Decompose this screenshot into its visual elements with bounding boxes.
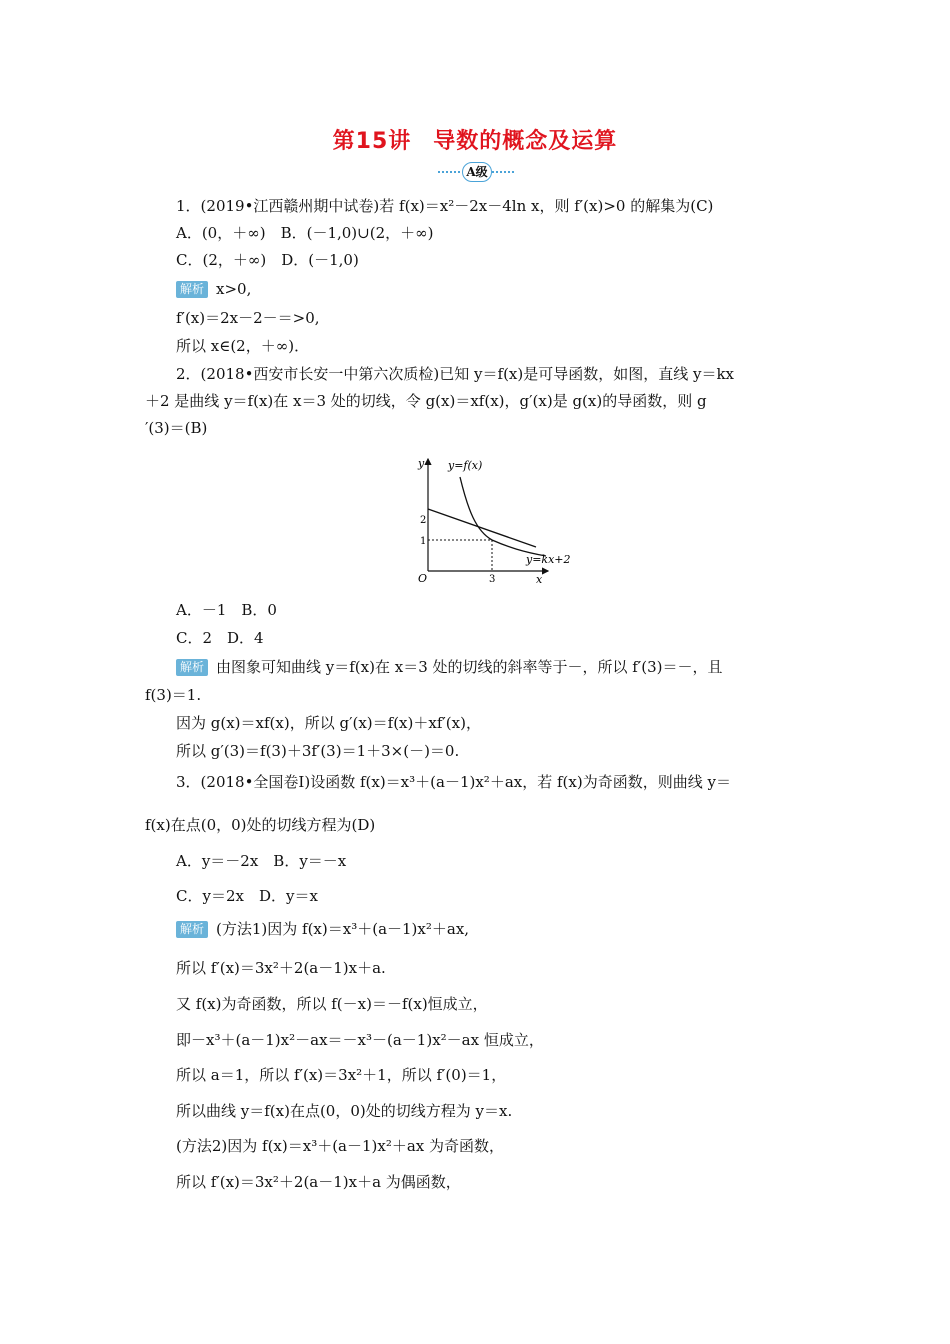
origin-label: O (418, 572, 428, 585)
problem-3-solution-line-3: 又 f(x)为奇函数，所以 f(－x)＝－f(x)恒成立， (176, 995, 488, 1013)
solution-text: x>0, (216, 280, 252, 298)
problem-3-options-cd: C．y＝2x D．y＝x (176, 887, 318, 905)
problem-2-stem-line-1: 2．(2018•西安市长安一中第六次质检)已知 y＝f(x)是可导函数，如图，直线 y＝kx (176, 365, 735, 383)
line-label: y=kx+2 (526, 553, 571, 566)
solution-text: (方法1)因为 f(x)＝x³＋(a－1)x²＋ax, (216, 920, 470, 938)
tick-x-3: 3 (489, 574, 496, 585)
level-badge (438, 161, 514, 183)
problem-1-options-cd: C．(2，＋∞) D．(－1,0) (176, 251, 359, 269)
problem-1-solution-line-2: f′(x)＝2x－2－＝>0, (176, 309, 320, 327)
problem-3-options-ab: A．y＝－2x B．y＝－x (176, 852, 347, 870)
x-axis-label: x (536, 573, 543, 586)
decorative-dots (492, 171, 514, 173)
problem-2-options-ab: A．－1 B．0 (176, 601, 277, 619)
problem-3-stem-line-1: 3．(2018•全国卷Ⅰ)设函数 f(x)＝x³＋(a－1)x²＋ax，若 f(x)为奇函数，则曲线 y＝ (176, 773, 731, 791)
function-curve (460, 477, 546, 556)
problem-3-solution-line-4: 即－x³＋(a－1)x²－ax＝－x³－(a－1)x²－ax 恒成立， (176, 1031, 544, 1049)
problem-2-stem-line-3: ′(3)＝(B) (145, 419, 208, 437)
problem-2-solution-line-1 (176, 657, 723, 677)
problem-1-solution-line-1 (176, 279, 251, 299)
problem-2-options-cd: C．2 D．4 (176, 629, 264, 647)
problem-2-solution-line-2: f(3)＝1. (145, 686, 202, 704)
problem-3-solution-line-6: 所以曲线 y＝f(x)在点(0，0)处的切线方程为 y＝x. (176, 1102, 513, 1120)
decorative-dots (438, 171, 460, 173)
problem-3-solution-line-5: 所以 a＝1，所以 f′(x)＝3x²＋1，所以 f′(0)＝1， (176, 1066, 507, 1084)
problem-2-solution-line-4: 所以 g′(3)＝f(3)＋3f′(3)＝1＋3×(－)＝0. (176, 742, 460, 760)
page-title (0, 124, 950, 155)
tangent-line (428, 509, 536, 547)
problem-3-solution-line-2: 所以 f′(x)＝3x²＋2(a－1)x＋a. (176, 959, 386, 977)
problem-3-solution-line-7: (方法2)因为 f(x)＝x³＋(a－1)x²＋ax 为奇函数， (176, 1137, 505, 1155)
function-graph (408, 455, 580, 588)
solution-tag: 解析 (176, 659, 208, 676)
solution-text: 由图象可知曲线 y＝f(x)在 x＝3 处的切线的斜率等于－，所以 f′(3)＝－，且 (216, 658, 723, 676)
problem-1-stem: 1．(2019•江西赣州期中试卷)若 f(x)＝x²－2x－4ln x，则 f′(x)>0 的解集为(C) (176, 197, 714, 215)
lecture-number: 第15讲 (332, 129, 412, 154)
solution-tag: 解析 (176, 921, 208, 938)
problem-3-stem-line-2: f(x)在点(0，0)处的切线方程为(D) (145, 816, 376, 834)
problem-2-stem-line-2: ＋2 是曲线 y＝f(x)在 x＝3 处的切线，令 g(x)＝xf(x)，g′(x)是 g(x)的导函数，则 g (145, 392, 707, 410)
problem-1-solution-line-3: 所以 x∈(2，＋∞)． (176, 337, 310, 355)
tick-y-2: 2 (420, 515, 427, 526)
lecture-topic: 导数的概念及运算 (433, 129, 618, 154)
level-label: A级 (462, 162, 492, 182)
tick-y-1: 1 (420, 536, 427, 547)
problem-2-solution-line-3: 因为 g(x)＝xf(x)，所以 g′(x)＝f(x)＋xf′(x)， (176, 714, 481, 732)
problem-1-options-ab: A．(0，＋∞) B．(－1,0)∪(2，＋∞) (176, 224, 434, 242)
problem-3-solution-line-1 (176, 919, 469, 939)
y-axis-label: y (418, 457, 425, 470)
solution-tag: 解析 (176, 281, 208, 298)
curve-label: y=f(x) (448, 459, 483, 472)
problem-3-solution-line-8: 所以 f′(x)＝3x²＋2(a－1)x＋a 为偶函数， (176, 1173, 461, 1191)
